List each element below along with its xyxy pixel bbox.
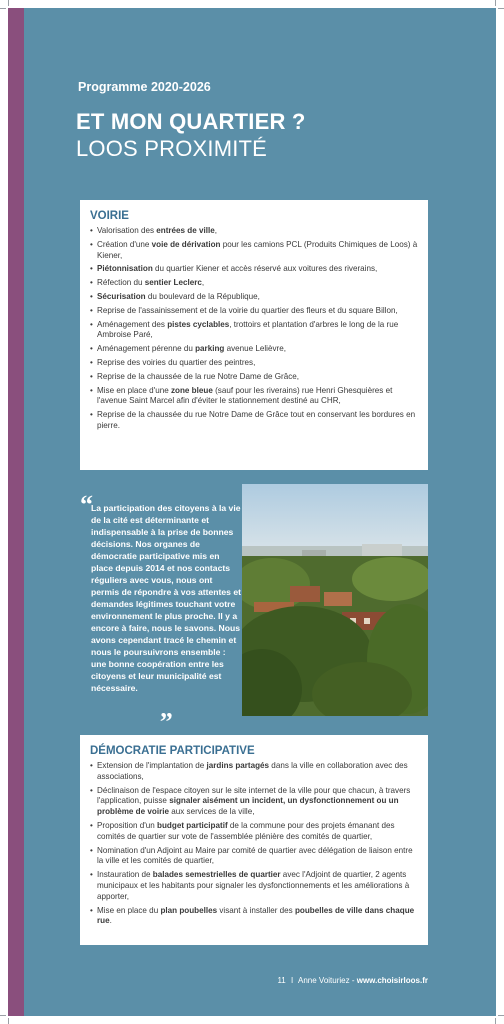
voirie-title: VOIRIE <box>90 210 129 222</box>
page-footer <box>260 976 428 985</box>
page-title: ET MON QUARTIER ? <box>76 109 306 134</box>
voirie-box <box>80 200 428 470</box>
list-item: • Mise en place d'une zone bleue (sauf pour les riverains) rue Henri Ghesquières et l'avenue Saint Marcel afin d'éviter le stationnement destiné au CHR, <box>90 386 418 408</box>
side-stripe <box>8 8 24 1016</box>
footer-author: Anne Voituriez - <box>298 976 357 985</box>
voirie-list <box>90 226 418 432</box>
program-kicker: Programme 2020-2026 <box>78 80 211 94</box>
list-item: • Aménagement des pistes cyclables, trottoirs et plantation d'arbres le long de la rue Ambroise Paré, <box>90 320 418 342</box>
list-item: • Piétonnisation du quartier Kiener et accès réservé aux voitures des riverains, <box>90 264 418 275</box>
footer-website[interactable]: www.choisirloos.fr <box>356 976 428 985</box>
crop-mark <box>498 8 504 9</box>
list-item: • Aménagement pérenne du parking avenue Lelièvre, <box>90 344 418 355</box>
page-number: 11 <box>277 976 286 985</box>
crop-mark <box>8 0 9 6</box>
list-item: • Reprise de la chaussée du rue Notre Dame de Grâce tout en conservant les bordures en pierre. <box>90 410 418 432</box>
list-item: • Reprise des voiries du quartier des peintres, <box>90 358 418 369</box>
list-item: • Valorisation des entrées de ville, <box>90 226 418 237</box>
crop-mark <box>495 0 496 6</box>
list-item: • Mise en place du plan poubelles visant à installer des poubelles de ville dans chaque rue. <box>90 906 418 928</box>
list-item: • Création d'une voie de dérivation pour les camions PCL (Produits Chimiques de Loos) à Kiener, <box>90 240 418 262</box>
footer-separator: I <box>291 976 294 985</box>
crop-mark <box>0 8 6 9</box>
crop-mark <box>0 1015 6 1016</box>
list-item: • Reprise de la chaussée de la rue Notre Dame de Grâce, <box>90 372 418 383</box>
page-subtitle: LOOS PROXIMITÉ <box>76 136 268 161</box>
list-item: • Proposition d'un budget participatif de la commune pour des projets émanant des comités de quartier sur vote de l'assemblée plénière des comités de quartier, <box>90 821 418 843</box>
quote-text: La participation des citoyens à la vie de la cité est déterminante et indispensable à la prise de bonnes décisions. Nos organes de démocratie participative mis en place depuis 2014 et nos contacts réguliers avec vous, nous ont permis de répondre à vos attentes et demandes légitimes touchant votre environnement le plus proche. Il y a encore à faire, nous le savons. Nous avons cependant tracé le chemin et nous le poursuivrons ensemble : une bonne coopération entre les citoyens et leur municipalité est nécessaire. <box>91 503 241 693</box>
democratie-list <box>90 761 418 927</box>
list-item: • Sécurisation du boulevard de la République, <box>90 292 418 303</box>
list-item: • Nomination d'un Adjoint au Maire par comité de quartier avec délégation de liaison entre la ville et les comités de quartier, <box>90 846 418 868</box>
list-item: • Déclinaison de l'espace citoyen sur le site internet de la ville pour que chacun, à travers l'application, puisse signaler aisément un incident, un dysfonctionnement ou un problème de voirie aux services de la ville, <box>90 786 418 818</box>
list-item: • Extension de l'implantation de jardins partagés dans la ville en collaboration avec des associations, <box>90 761 418 783</box>
crop-mark <box>498 1015 504 1016</box>
neighbourhood-photo <box>242 484 428 716</box>
democratie-box <box>80 735 428 945</box>
democratie-title: DÉMOCRATIE PARTICIPATIVE <box>90 745 255 757</box>
quote-close-mark: „ <box>160 694 173 723</box>
list-item: • Réfection du sentier Leclerc, <box>90 278 418 289</box>
list-item: • Reprise de l'assainissement et de la voirie du quartier des fleurs et du square Billon, <box>90 306 418 317</box>
crop-mark <box>8 1018 9 1024</box>
quote-open-mark: “ <box>80 490 93 519</box>
list-item: • Instauration de balades semestrielles de quartier avec l'Adjoint de quartier, 2 agents municipaux et les habitants pour signaler les dysfonctionnements et les améliorations à apporter, <box>90 870 418 902</box>
crop-mark <box>495 1018 496 1024</box>
